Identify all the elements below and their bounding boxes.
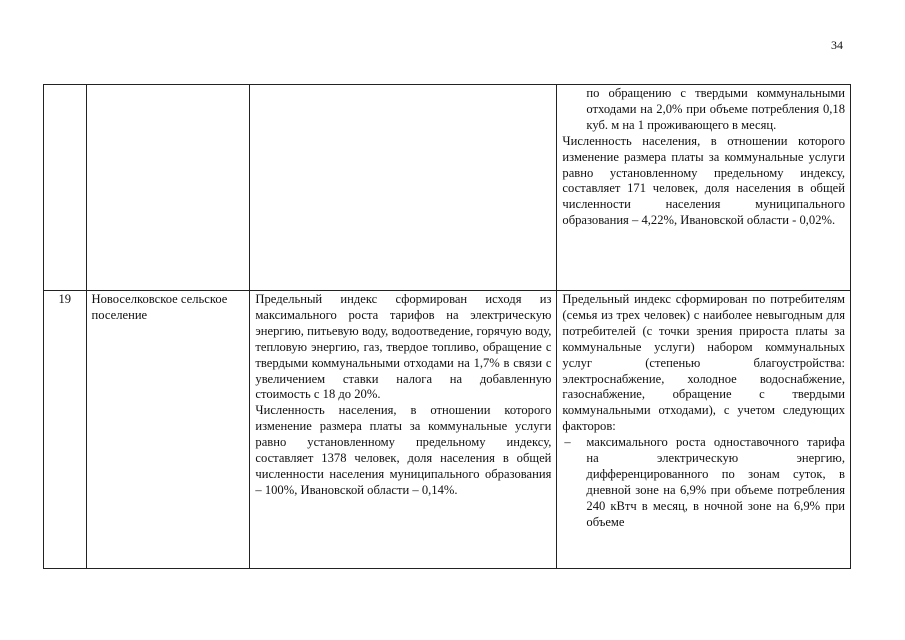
index-basis-cell — [250, 291, 557, 569]
row-number-cell — [44, 85, 87, 291]
row-number-cell: 19 — [44, 291, 87, 569]
continued-text: по обращению с твердыми коммунальными отходами на 2,0% при объеме потребления 0,18 куб. м на 1 проживающего в месяц. — [586, 86, 845, 132]
factors-list — [562, 435, 845, 530]
population-paragraph: Численность населения, в отношении которого изменение размера платы за коммунальные услуги равно установленному предельному индексу, составляет 1378 человек, доля населения в общей численности населения муниципального образования – 100%, Ивановской области – 0,14%. — [255, 403, 552, 497]
list-item: – максимального роста одноставочного тарифа на электрическую энергию, дифференцированного по зонам суток, в дневной зоне на 6,9% при объеме потребления 240 кВтч в месяц, в ночной зоне на 6,9% при объеме — [562, 435, 845, 530]
page-number: 34 — [831, 38, 843, 52]
municipality-name-cell: Новоселковское сельское поселение — [86, 291, 250, 569]
table-row — [44, 291, 851, 569]
municipality-name-cell — [86, 85, 250, 291]
index-details-cell — [557, 291, 851, 569]
tariff-table — [43, 84, 851, 569]
index-basis-paragraph: Предельный индекс сформирован исходя из максимального роста тарифов на электрическую энергию, питьевую воду, водоотведение, горячую воду, тепловую энергию, газ, твердое топливо, обращение с твердыми коммунальными отходами на 1,7% в связи с увеличением ставки налога на добавленную стоимость с 18 до 20%. — [255, 292, 552, 402]
index-details-cell — [557, 85, 851, 291]
population-paragraph: Численность населения, в отношении которого изменение размера платы за коммунальные услуги равно установленному предельному индексу, составляет 171 человек, доля населения в общей численности населения муниципального образования – 4,22%, Ивановской области - 0,02%. — [562, 133, 845, 228]
index-details-intro: Предельный индекс сформирован по потребителям (семья из трех человек) с наиболее невыгодным для потребителей (с точки зрения прироста платы за коммунальные услуги) набором коммунальных услуг (степенью благоустройства: электроснабжение, холодное водоснабжение, газоснабжение, обращение с твердыми коммунальными отходами), с учетом следующих факторов: — [562, 292, 845, 434]
table-row — [44, 85, 851, 291]
index-basis-cell — [250, 85, 557, 291]
